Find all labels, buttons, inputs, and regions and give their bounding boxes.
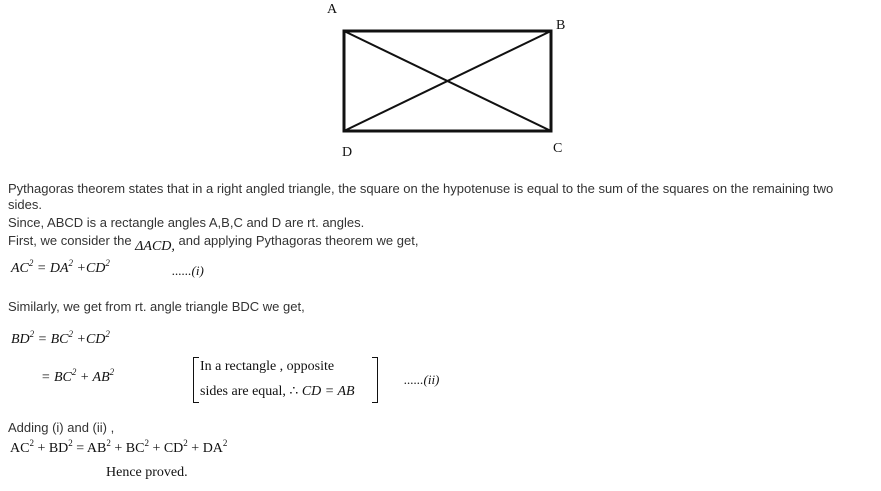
bracket-note-prefix: sides are equal, ∴ <box>200 384 302 399</box>
sup: 2 <box>183 438 188 448</box>
sup: 2 <box>105 329 110 339</box>
triangle-acd-symbol: ΔACD, <box>135 239 175 254</box>
sum-ac: AC <box>10 441 30 456</box>
consider-prefix: First, we consider the <box>8 233 132 248</box>
sup: 2 <box>68 329 74 339</box>
sup: 2 <box>222 438 228 448</box>
equation-2 <box>11 329 110 348</box>
sum-cd: + CD <box>148 441 184 456</box>
sup: 2 <box>68 438 73 448</box>
eq2-bd: BD <box>11 332 30 347</box>
theorem-statement-line1: Pythagoras theorem states that in a right angled triangle, the square on the hypotenuse is equal to the sum of the squares on the remaining two <box>8 181 834 196</box>
vertex-label-d: D <box>342 145 353 160</box>
rectangle-angles-text: Since, ABCD is a rectangle angles A,B,C and D are rt. angles. <box>8 215 365 230</box>
sup: 2 <box>68 258 73 268</box>
eq1-da: = DA <box>33 261 69 276</box>
eq2-cd: +CD <box>73 332 106 347</box>
sum-bc: + BC <box>110 441 145 456</box>
consider-triangle-text <box>8 233 419 254</box>
eq1-cd: +CD <box>73 261 106 276</box>
eq1-ac: AC <box>11 261 29 276</box>
sup: 2 <box>28 258 34 268</box>
left-bracket <box>193 357 199 403</box>
vertex-label-a: A <box>327 2 338 17</box>
sup: 2 <box>106 438 111 448</box>
sum-ab: = AB <box>72 441 107 456</box>
sup: 2 <box>71 367 77 377</box>
vertex-label-c: C <box>553 141 563 156</box>
consider-suffix: and applying Pythagoras theorem we get, <box>178 233 419 248</box>
sum-da: + DA <box>187 441 223 456</box>
sup: 2 <box>109 367 115 377</box>
equation-3 <box>41 367 115 386</box>
sum-bd: + BD <box>33 441 69 456</box>
sup: 2 <box>105 258 110 268</box>
eq3-ab: + AB <box>76 370 110 385</box>
adding-text: Adding (i) and (ii) , <box>8 420 115 435</box>
theorem-statement-line2: sides. <box>8 197 42 212</box>
equation-1-ref: ......(i) <box>172 263 204 278</box>
rectangle-figure <box>0 0 881 170</box>
bracket-note-line1: In a rectangle , opposite <box>200 359 335 374</box>
bracket-note-math: CD = AB <box>301 384 355 399</box>
similarly-text: Similarly, we get from rt. angle triangle BDC we get, <box>8 299 305 314</box>
equation-1 <box>11 258 110 277</box>
bracket-note-line2 <box>200 383 355 400</box>
sup: 2 <box>29 438 34 448</box>
vertex-label-b: B <box>556 18 566 33</box>
sum-equation <box>10 438 228 457</box>
sup: 2 <box>144 438 149 448</box>
sup: 2 <box>29 329 35 339</box>
conclusion-text: Hence proved. <box>106 465 188 480</box>
eq2-bc: = BC <box>34 332 69 347</box>
right-bracket <box>372 357 378 403</box>
equation-3-ref: ......(ii) <box>404 372 440 387</box>
eq3-bc: = BC <box>41 370 72 385</box>
